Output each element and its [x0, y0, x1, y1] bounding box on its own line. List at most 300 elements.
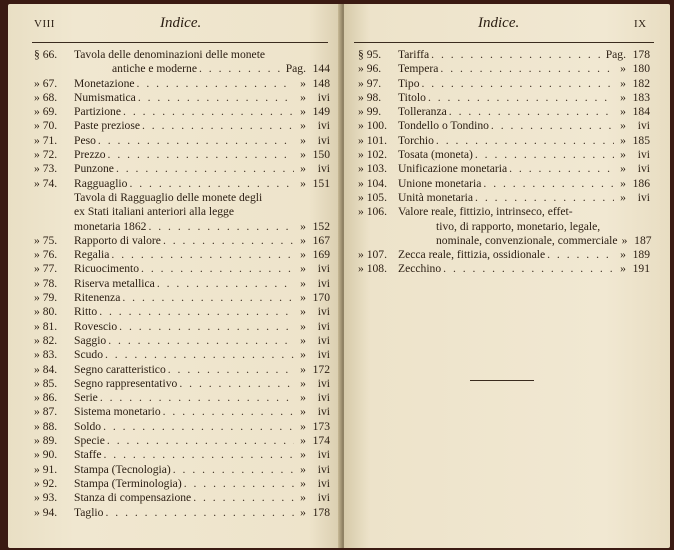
dot-leader	[108, 148, 294, 162]
entry-body	[34, 405, 330, 419]
index-entry	[358, 177, 650, 191]
entry-line	[398, 162, 650, 176]
ditto-mark: »	[300, 462, 306, 476]
entry-number: » 103.	[358, 162, 387, 176]
index-entry	[358, 91, 650, 105]
entry-number: » 71.	[34, 133, 58, 147]
page-number: ivi	[637, 190, 650, 204]
entry-line	[398, 77, 650, 91]
entry-number: » 76.	[34, 248, 58, 262]
ditto-mark: »	[300, 333, 306, 347]
index-entry	[34, 305, 330, 319]
page-number: 180	[632, 62, 650, 76]
entry-body	[34, 348, 330, 362]
entry-line	[398, 220, 650, 234]
page-number: 173	[312, 419, 330, 433]
entry-line	[74, 448, 330, 462]
entry-title: Regalia	[74, 248, 110, 262]
entry-line	[74, 119, 330, 133]
entry-title: monetaria 1862	[74, 219, 147, 233]
entry-number: » 104.	[358, 176, 387, 190]
index-entry	[34, 348, 330, 362]
entry-number: » 74.	[34, 176, 58, 190]
entry-title: Tosata (moneta)	[398, 148, 473, 162]
dot-leader	[98, 134, 294, 148]
left-page-title: Indice.	[160, 15, 202, 31]
ditto-mark: »	[300, 233, 306, 247]
page-number: 174	[312, 434, 330, 448]
ditto-mark: »	[300, 348, 306, 362]
ditto-mark: »	[300, 419, 306, 433]
entry-body	[358, 177, 650, 191]
page-number: ivi	[317, 348, 330, 362]
entry-line	[74, 305, 330, 319]
entry-title: Paste preziose	[74, 119, 140, 133]
entry-number: » 89.	[34, 434, 58, 448]
page-number: ivi	[317, 333, 330, 347]
entry-body	[34, 191, 330, 234]
dot-leader	[129, 177, 294, 191]
ditto-mark: »	[620, 105, 626, 119]
entry-body	[34, 134, 330, 148]
ditto-mark: »	[620, 148, 626, 162]
entry-line	[398, 91, 650, 105]
entry-body	[358, 91, 650, 105]
dot-leader	[137, 77, 294, 91]
page-number: 152	[312, 219, 330, 233]
page-number: ivi	[317, 491, 330, 505]
entry-title: nominale, convenzionale, commerciale	[436, 233, 618, 247]
page-number: ivi	[637, 162, 650, 176]
dot-leader	[163, 234, 294, 248]
index-entry	[34, 291, 330, 305]
entry-line	[74, 91, 330, 105]
entry-line	[74, 420, 330, 434]
dot-leader	[148, 220, 294, 234]
ditto-mark: »	[300, 276, 306, 290]
entry-title: Ritto	[74, 305, 98, 319]
entry-body	[34, 148, 330, 162]
entry-title: Zecchino	[398, 262, 442, 276]
entry-title: Prezzo	[74, 148, 106, 162]
page-number: 182	[632, 76, 650, 90]
index-entry	[34, 277, 330, 291]
index-entry	[34, 377, 330, 391]
page-number: 150	[312, 148, 330, 162]
dot-leader	[179, 377, 294, 391]
entry-line	[398, 177, 650, 191]
entry-line	[74, 477, 330, 491]
entry-line	[398, 119, 650, 133]
dot-leader	[111, 248, 294, 262]
ditto-mark: »	[620, 133, 626, 147]
index-entry	[358, 134, 650, 148]
entry-body	[358, 77, 650, 91]
ditto-mark: »	[620, 90, 626, 104]
entry-body	[34, 363, 330, 377]
entry-line	[74, 162, 330, 176]
ditto-mark: »	[620, 62, 626, 76]
entry-number: » 73.	[34, 162, 58, 176]
page-number: 172	[312, 362, 330, 376]
page-number: 187	[634, 233, 652, 247]
ditto-mark: »	[300, 176, 306, 190]
entry-line	[74, 262, 330, 276]
entry-title: Punzone	[74, 162, 114, 176]
ditto-mark: »	[620, 119, 626, 133]
entry-title: Partizione	[74, 105, 122, 119]
dot-leader	[119, 320, 294, 334]
entry-line	[74, 463, 330, 477]
page-number: 144	[312, 62, 330, 76]
dot-leader	[123, 105, 294, 119]
entry-title: Ragguaglio	[74, 176, 128, 190]
page-number: ivi	[317, 462, 330, 476]
entry-line	[74, 105, 330, 119]
index-entry	[34, 363, 330, 377]
dot-leader	[449, 105, 614, 119]
ditto-mark: »	[621, 233, 628, 247]
entry-body	[358, 162, 650, 176]
ditto-mark: »	[300, 405, 306, 419]
entry-number: » 83.	[34, 348, 58, 362]
index-entry	[34, 477, 330, 491]
dot-leader	[141, 262, 294, 276]
entry-title: Soldo	[74, 419, 102, 433]
entry-line	[398, 48, 650, 62]
entry-number: » 85.	[34, 376, 58, 390]
entry-title: Segno rappresentativo	[74, 376, 178, 390]
dot-leader	[193, 491, 294, 505]
entry-number: » 79.	[34, 291, 58, 305]
right-index-list	[358, 48, 650, 277]
entry-line	[398, 262, 650, 276]
entry-line	[74, 48, 330, 62]
entry-body	[358, 119, 650, 133]
end-separator-rule	[470, 380, 534, 381]
page-number: ivi	[317, 476, 330, 490]
index-entry	[34, 506, 330, 520]
index-entry	[358, 62, 650, 76]
entry-body	[34, 506, 330, 520]
entry-body	[34, 305, 330, 319]
dot-leader	[173, 463, 294, 477]
entry-line	[398, 234, 650, 248]
entry-number: » 106.	[358, 205, 387, 219]
ditto-mark: »	[620, 176, 626, 190]
entry-body	[358, 62, 650, 76]
dot-leader	[475, 191, 614, 205]
ditto-mark: »	[300, 148, 306, 162]
dot-leader	[108, 334, 294, 348]
entry-body	[358, 105, 650, 119]
index-entry	[358, 191, 650, 205]
page-number: ivi	[317, 376, 330, 390]
page-number: 149	[312, 105, 330, 119]
entry-body	[34, 277, 330, 291]
entry-title: Torchio	[398, 133, 434, 147]
index-entry	[34, 334, 330, 348]
dot-leader	[491, 119, 614, 133]
dot-leader	[184, 477, 294, 491]
entry-title: Tavola delle denominazioni delle monete	[74, 48, 266, 61]
ditto-mark: »	[620, 190, 626, 204]
dot-leader	[103, 448, 294, 462]
index-entry	[358, 162, 650, 176]
entry-line	[74, 234, 330, 248]
dot-leader	[105, 506, 294, 520]
entry-title: Serie	[74, 391, 98, 405]
entry-body	[34, 48, 330, 77]
entry-line	[398, 105, 650, 119]
page-number: ivi	[317, 391, 330, 405]
page-number: ivi	[317, 90, 330, 104]
index-entry	[358, 119, 650, 133]
index-entry	[358, 48, 650, 62]
entry-body	[34, 177, 330, 191]
index-entry	[34, 491, 330, 505]
entry-number: § 66.	[34, 48, 58, 61]
entry-title: ex Stati italiani anteriori alla legge	[74, 205, 234, 219]
entry-line	[74, 134, 330, 148]
entry-line	[398, 134, 650, 148]
entry-number: » 87.	[34, 405, 58, 419]
page-word: Pag.	[605, 48, 626, 61]
page-number: 185	[632, 133, 650, 147]
ditto-mark: »	[300, 105, 306, 119]
page-number: 148	[312, 76, 330, 90]
index-entry	[34, 320, 330, 334]
entry-title: Titolo	[398, 90, 426, 104]
entry-body	[34, 291, 330, 305]
index-entry	[358, 105, 650, 119]
page-number: 178	[632, 48, 650, 61]
index-entry	[34, 434, 330, 448]
entry-number: » 92.	[34, 476, 58, 490]
entry-title: Unità monetaria	[398, 190, 474, 204]
ditto-mark: »	[300, 219, 306, 233]
dot-leader	[547, 248, 614, 262]
index-entry	[34, 234, 330, 248]
entry-body	[34, 463, 330, 477]
index-entry	[34, 119, 330, 133]
index-entry	[34, 463, 330, 477]
page-number: 167	[312, 233, 330, 247]
entry-title: Stampa (Tecnologia)	[74, 462, 171, 476]
entry-number: » 100.	[358, 119, 387, 133]
entry-line	[398, 191, 650, 205]
entry-number: » 68.	[34, 90, 58, 104]
entry-number: » 86.	[34, 391, 58, 405]
entry-line	[74, 506, 330, 520]
ditto-mark: »	[620, 162, 626, 176]
entry-line	[74, 391, 330, 405]
page-word: Pag.	[285, 62, 306, 76]
entry-title: Ricuocimento	[74, 262, 140, 276]
page-number: 170	[312, 291, 330, 305]
left-page	[8, 4, 342, 548]
entry-number: » 102.	[358, 148, 387, 162]
entry-number: » 90.	[34, 448, 58, 462]
ditto-mark: »	[620, 76, 626, 90]
page-number: ivi	[637, 148, 650, 162]
dot-leader	[105, 348, 294, 362]
index-entry	[358, 205, 650, 248]
dot-leader	[509, 162, 614, 176]
page-number: 184	[632, 105, 650, 119]
dot-leader	[116, 162, 294, 176]
dot-leader	[103, 420, 294, 434]
page-number: ivi	[317, 119, 330, 133]
dot-leader	[138, 91, 294, 105]
page-number: ivi	[637, 119, 650, 133]
entry-line	[74, 320, 330, 334]
dot-leader	[142, 119, 294, 133]
entry-title: antiche e moderne	[112, 62, 197, 76]
ditto-mark: »	[300, 448, 306, 462]
dot-leader	[443, 262, 614, 276]
entry-number: » 77.	[34, 262, 58, 276]
index-entry	[34, 148, 330, 162]
ditto-mark: »	[300, 305, 306, 319]
dot-leader	[168, 363, 294, 377]
entry-title: Monetazione	[74, 76, 135, 90]
entry-body	[358, 148, 650, 162]
entry-body	[34, 320, 330, 334]
entry-body	[34, 448, 330, 462]
entry-body	[34, 434, 330, 448]
page-number: 186	[632, 176, 650, 190]
dot-leader	[440, 62, 614, 76]
entry-number: » 98.	[358, 90, 382, 104]
entry-title: Saggio	[74, 333, 107, 347]
page-number: 191	[632, 262, 650, 276]
index-entry	[34, 448, 330, 462]
entry-line	[74, 205, 330, 219]
entry-title: Rovescio	[74, 319, 118, 333]
entry-line	[74, 248, 330, 262]
ditto-mark: »	[300, 505, 306, 519]
index-entry	[358, 77, 650, 91]
entry-body	[34, 262, 330, 276]
index-entry	[34, 162, 330, 176]
dot-leader	[163, 405, 294, 419]
entry-number: » 96.	[358, 62, 382, 76]
entry-number: » 91.	[34, 462, 58, 476]
page-number: ivi	[317, 133, 330, 147]
entry-body	[34, 91, 330, 105]
ditto-mark: »	[300, 133, 306, 147]
page-number: ivi	[317, 319, 330, 333]
entry-line	[74, 434, 330, 448]
entry-number: § 95.	[358, 48, 382, 61]
dot-leader	[436, 134, 614, 148]
entry-number: » 72.	[34, 148, 58, 162]
entry-number: » 78.	[34, 276, 58, 290]
entry-body	[358, 205, 650, 248]
entry-line	[74, 291, 330, 305]
entry-number: » 81.	[34, 319, 58, 333]
entry-line	[74, 77, 330, 91]
entry-body	[34, 334, 330, 348]
page-number: ivi	[317, 262, 330, 276]
ditto-mark: »	[300, 434, 306, 448]
entry-title: Riserva metallica	[74, 276, 155, 290]
page-number: 189	[632, 248, 650, 262]
ditto-mark: »	[300, 476, 306, 490]
dot-leader	[122, 291, 294, 305]
entry-line	[74, 148, 330, 162]
entry-body	[34, 477, 330, 491]
ditto-mark: »	[300, 90, 306, 104]
entry-number: » 82.	[34, 333, 58, 347]
page-number: 178	[312, 505, 330, 519]
entry-line	[74, 62, 330, 76]
entry-body	[34, 377, 330, 391]
entry-body	[34, 391, 330, 405]
entry-body	[358, 262, 650, 276]
entry-line	[74, 277, 330, 291]
page-number: ivi	[317, 305, 330, 319]
entry-line	[398, 248, 650, 262]
index-entry	[34, 48, 330, 77]
entry-title: Rapporto di valore	[74, 233, 161, 247]
ditto-mark: »	[620, 248, 626, 262]
entry-number: » 97.	[358, 76, 382, 90]
page-number: ivi	[317, 276, 330, 290]
entry-number: » 93.	[34, 491, 58, 505]
entry-title: Numismatica	[74, 90, 136, 104]
entry-title: Sistema monetario	[74, 405, 161, 419]
right-page-title: Indice.	[478, 15, 520, 31]
dot-leader	[107, 434, 294, 448]
entry-title: Zecca reale, fittizia, ossidionale	[398, 248, 546, 262]
entry-title: Segno caratteristico	[74, 362, 166, 376]
ditto-mark: »	[300, 262, 306, 276]
entry-body	[34, 248, 330, 262]
dot-leader	[99, 305, 294, 319]
index-entry	[34, 420, 330, 434]
ditto-mark: »	[300, 248, 306, 262]
dot-leader	[431, 48, 604, 62]
entry-title: Tipo	[398, 76, 420, 90]
page-number: ivi	[317, 448, 330, 462]
entry-body	[34, 234, 330, 248]
dot-leader	[199, 62, 284, 76]
entry-title: Taglio	[74, 505, 104, 519]
entry-title: Peso	[74, 133, 96, 147]
ditto-mark: »	[300, 76, 306, 90]
index-entry	[358, 148, 650, 162]
ditto-mark: »	[300, 391, 306, 405]
dot-leader	[422, 77, 615, 91]
ditto-mark: »	[300, 119, 306, 133]
entry-line	[74, 377, 330, 391]
entry-number: » 70.	[34, 119, 58, 133]
index-entry	[34, 91, 330, 105]
right-header-rule	[354, 42, 654, 43]
entry-title: Tavola di Ragguaglio delle monete degli	[74, 190, 263, 204]
entry-title: Tondello o Tondino	[398, 119, 489, 133]
entry-title: Staffe	[74, 448, 102, 462]
entry-title: Stanza di compensazione	[74, 491, 192, 505]
index-entry	[34, 77, 330, 91]
entry-body	[34, 119, 330, 133]
entry-number: » 99.	[358, 105, 382, 119]
entry-title: Tolleranza	[398, 105, 447, 119]
entry-title: Unificazione monetaria	[398, 162, 508, 176]
page-number: 151	[312, 176, 330, 190]
